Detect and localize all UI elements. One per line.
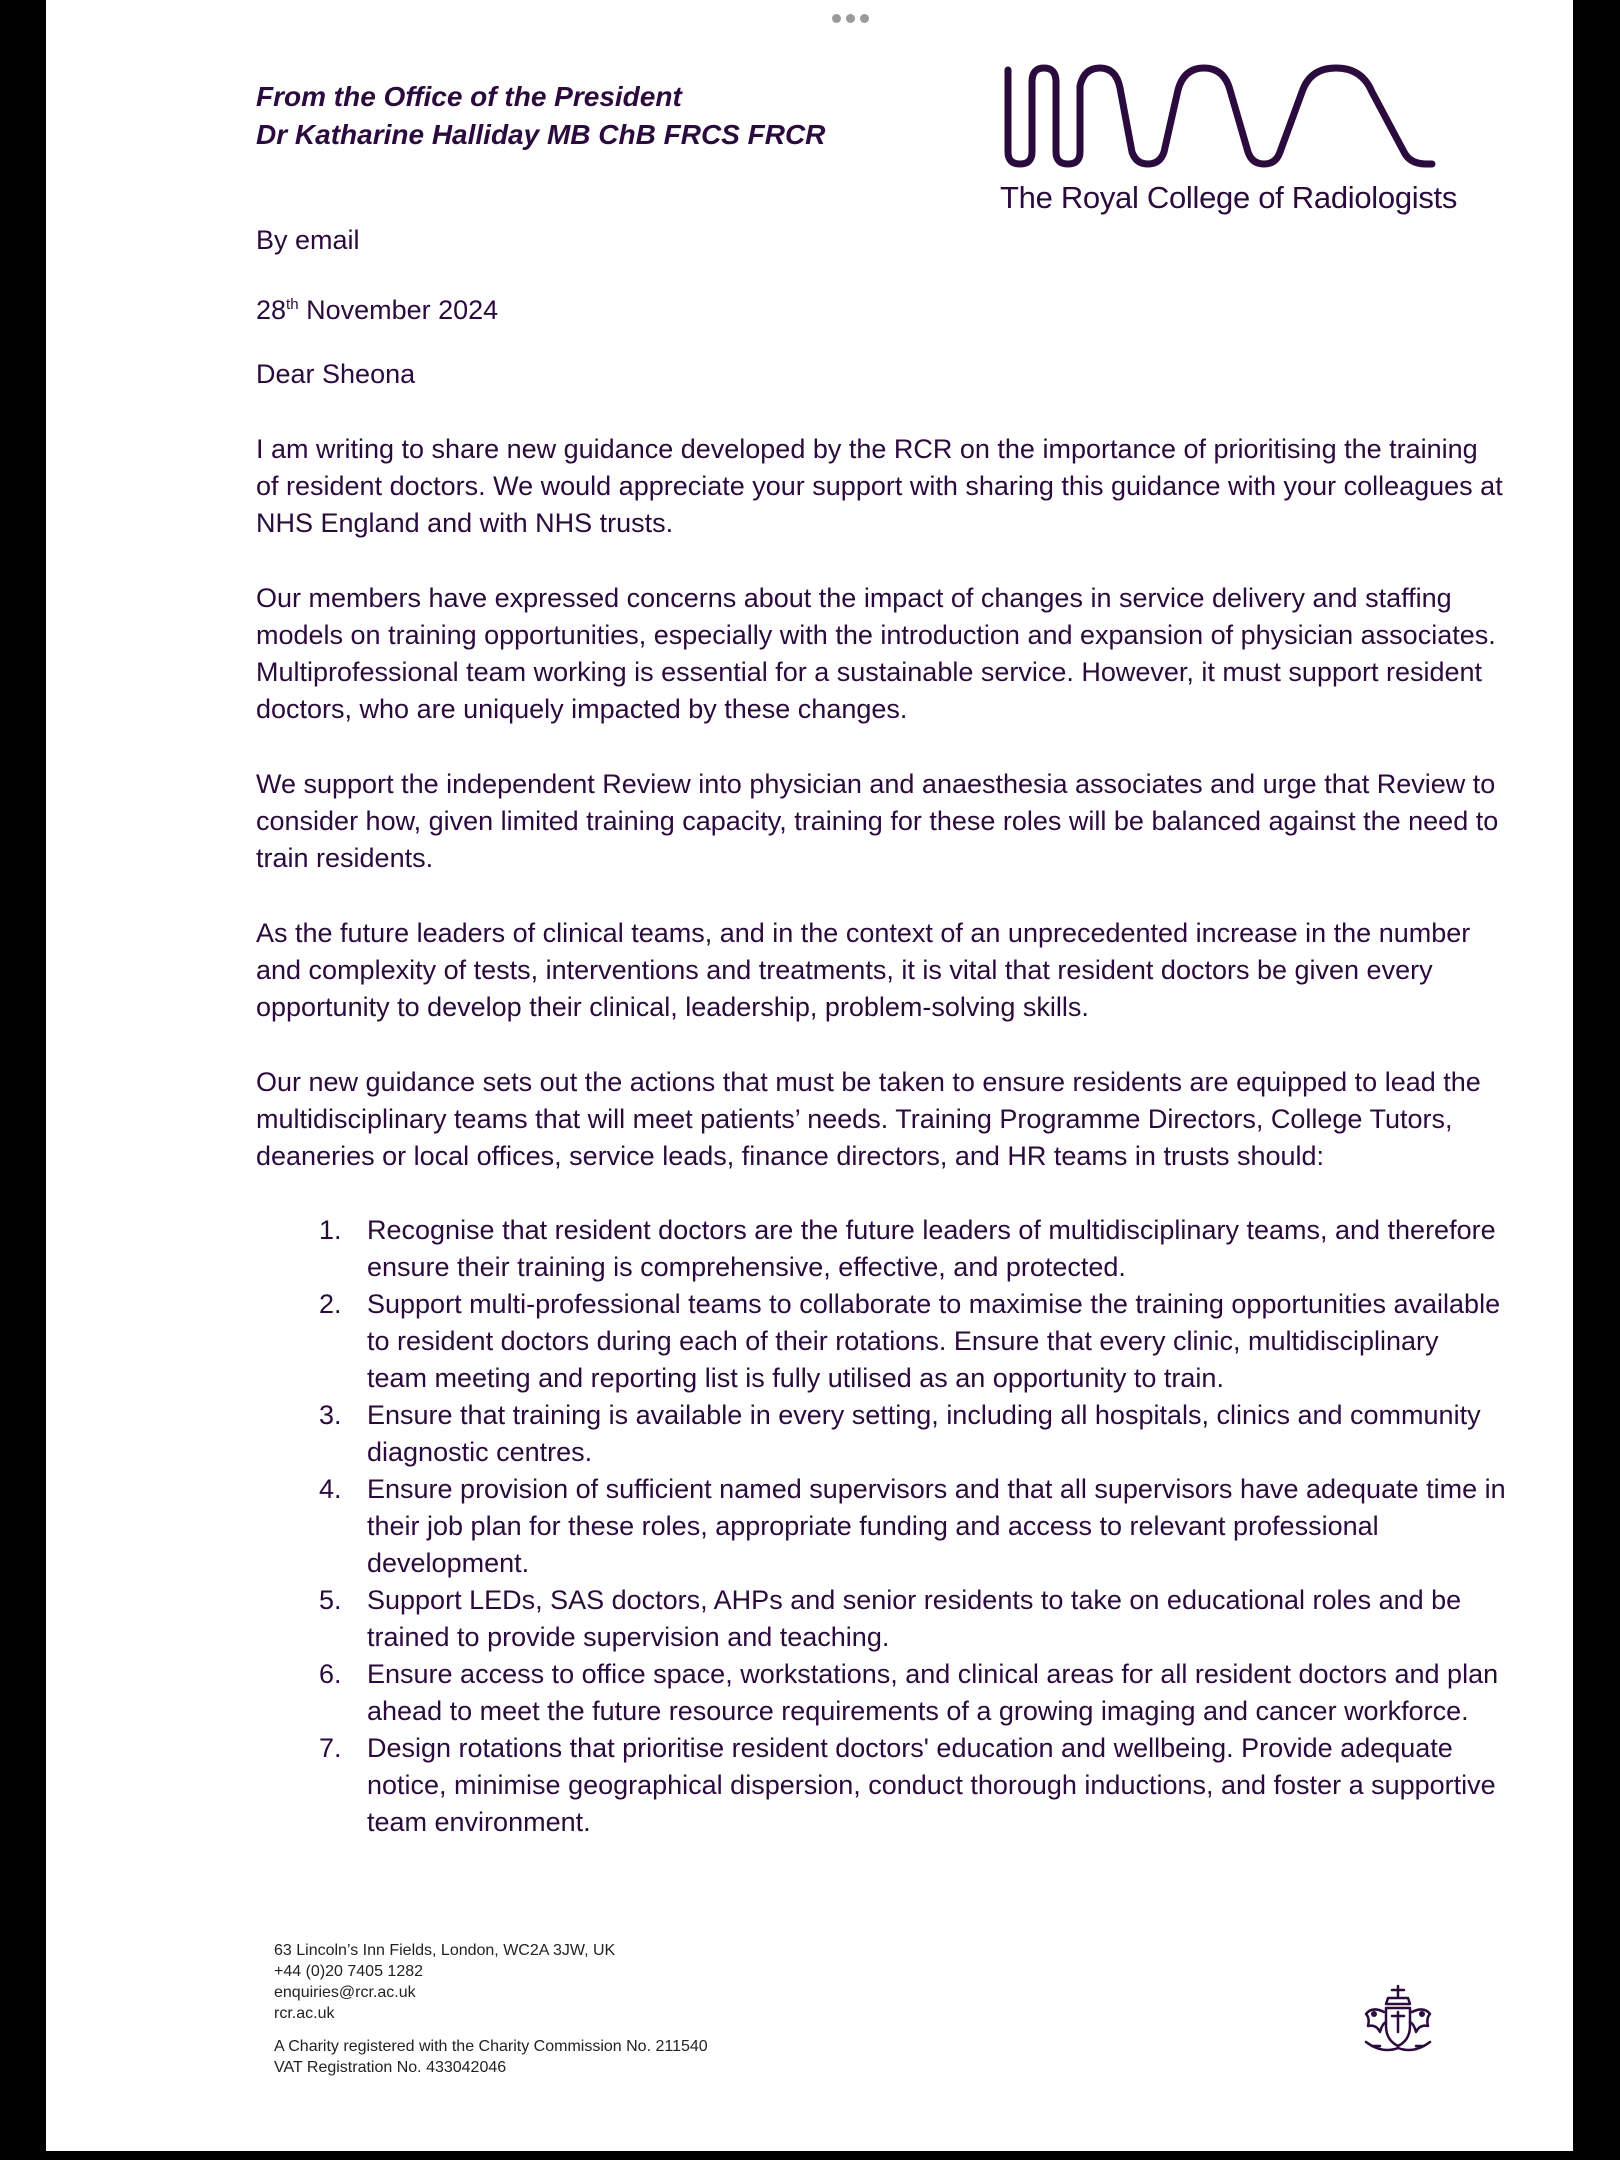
- paragraph-4: As the future leaders of clinical teams, and in the context of an unprecedented increase in the number and complexity of tests, interventions and treatments, it is vital that resident doctors be given every opportunity to develop their clinical, leadership, problem-solving skills.: [256, 918, 1471, 1022]
- website-link[interactable]: rcr.ac.uk: [274, 2005, 335, 2022]
- list-item: [256, 1582, 1506, 1656]
- list-text: Ensure that training is available in every setting, including all hospitals, clinics and community diagnostic centres.: [367, 1400, 1481, 1467]
- list-text: Support LEDs, SAS doctors, AHPs and senior residents to take on educational roles and be trained to provide supervision and teaching.: [367, 1585, 1462, 1652]
- contact-details: [274, 1940, 615, 2024]
- list-text: Recognise that resident doctors are the future leaders of multidisciplinary teams, and therefore ensure their training is comprehensive, effective, and protected.: [367, 1215, 1496, 1282]
- list-number: 7.: [319, 1733, 342, 1763]
- date-day: 28: [256, 295, 287, 325]
- paragraph-1: I am writing to share new guidance developed by the RCR on the importance of prioritising the training of resident doctors. We would appreciate your support with sharing this guidance with your colleagues at NHS England and with NHS trusts.: [256, 434, 1503, 538]
- coat-of-arms-icon: [1358, 1984, 1438, 2056]
- address: 63 Lincoln’s Inn Fields, London, WC2A 3JW, UK: [274, 1942, 616, 1959]
- list-number: 5.: [319, 1585, 342, 1615]
- rcr-logo: [1000, 62, 1458, 222]
- list-number: 2.: [319, 1289, 342, 1319]
- delivery-method: By email: [256, 225, 360, 255]
- list-text: Ensure provision of sufficient named supervisors and that all supervisors have adequate time in their job plan for these roles, appropriate funding and access to relevant professional development.: [367, 1474, 1506, 1578]
- letter-page: [46, 0, 1573, 2151]
- list-item: [256, 1212, 1506, 1286]
- list-item: [256, 1730, 1506, 1841]
- list-item: [256, 1471, 1506, 1582]
- list-text: Support multi-professional teams to collaborate to maximise the training opportunities available to resident doctors during each of their rotations. Ensure that every clinic, multidisciplinary team meeting and reporting list is fully utilised as an opportunity to train.: [367, 1289, 1501, 1393]
- salutation: Dear Sheona: [256, 359, 416, 389]
- organisation-name: The Royal College of Radiologists: [1000, 180, 1458, 215]
- office-line: From the Office of the President: [256, 81, 682, 112]
- sender-block: [256, 78, 825, 154]
- president-name: Dr Katharine Halliday MB ChB FRCS FRCR: [256, 119, 826, 150]
- registration-details: [274, 2036, 708, 2078]
- email-link[interactable]: enquiries@rcr.ac.uk: [274, 1984, 416, 2001]
- paragraph-5: Our new guidance sets out the actions that must be taken to ensure residents are equipped to lead the multidisciplinary teams that will meet patients’ needs. Training Programme Directors, College Tutors, deaneries or local offices, service leads, finance directors, and HR teams in trusts should:: [256, 1067, 1481, 1171]
- list-number: 4.: [319, 1474, 342, 1504]
- list-item: [256, 1656, 1506, 1730]
- list-item: [256, 1286, 1506, 1397]
- list-text: Design rotations that prioritise resident doctors' education and wellbeing. Provide adequate notice, minimise geographical dispersion, conduct thorough inductions, and foster a supportive team environment.: [367, 1733, 1496, 1837]
- paragraph-3: We support the independent Review into physician and anaesthesia associates and urge that Review to consider how, given limited training capacity, training for these roles will be balanced against the need to train residents.: [256, 769, 1499, 873]
- list-text: Ensure access to office space, workstations, and clinical areas for all resident doctors and plan ahead to meet the future resource requirements of a growing imaging and cancer workforce.: [367, 1659, 1499, 1726]
- charity-number: A Charity registered with the Charity Commission No. 211540: [274, 2038, 708, 2055]
- more-options-icon[interactable]: [832, 14, 869, 24]
- wave-logo-icon: [1000, 62, 1440, 172]
- phone: +44 (0)20 7405 1282: [274, 1963, 424, 1980]
- list-item: [256, 1397, 1506, 1471]
- vat-number: VAT Registration No. 433042046: [274, 2059, 507, 2076]
- list-number: 3.: [319, 1400, 342, 1430]
- list-number: 1.: [319, 1215, 342, 1245]
- letter-date: [256, 286, 498, 329]
- paragraph-2: Our members have expressed concerns about the impact of changes in service delivery and staffing models on training opportunities, especially with the introduction and expansion of physician associates. Multiprofessional team working is essential for a sustainable service. However, it must support resident doctors, who are uniquely impacted by these changes.: [256, 583, 1496, 724]
- list-number: 6.: [319, 1659, 342, 1689]
- date-suffix: th: [286, 296, 299, 313]
- actions-list: [256, 1212, 1506, 1841]
- date-month-year: November 2024: [298, 295, 499, 325]
